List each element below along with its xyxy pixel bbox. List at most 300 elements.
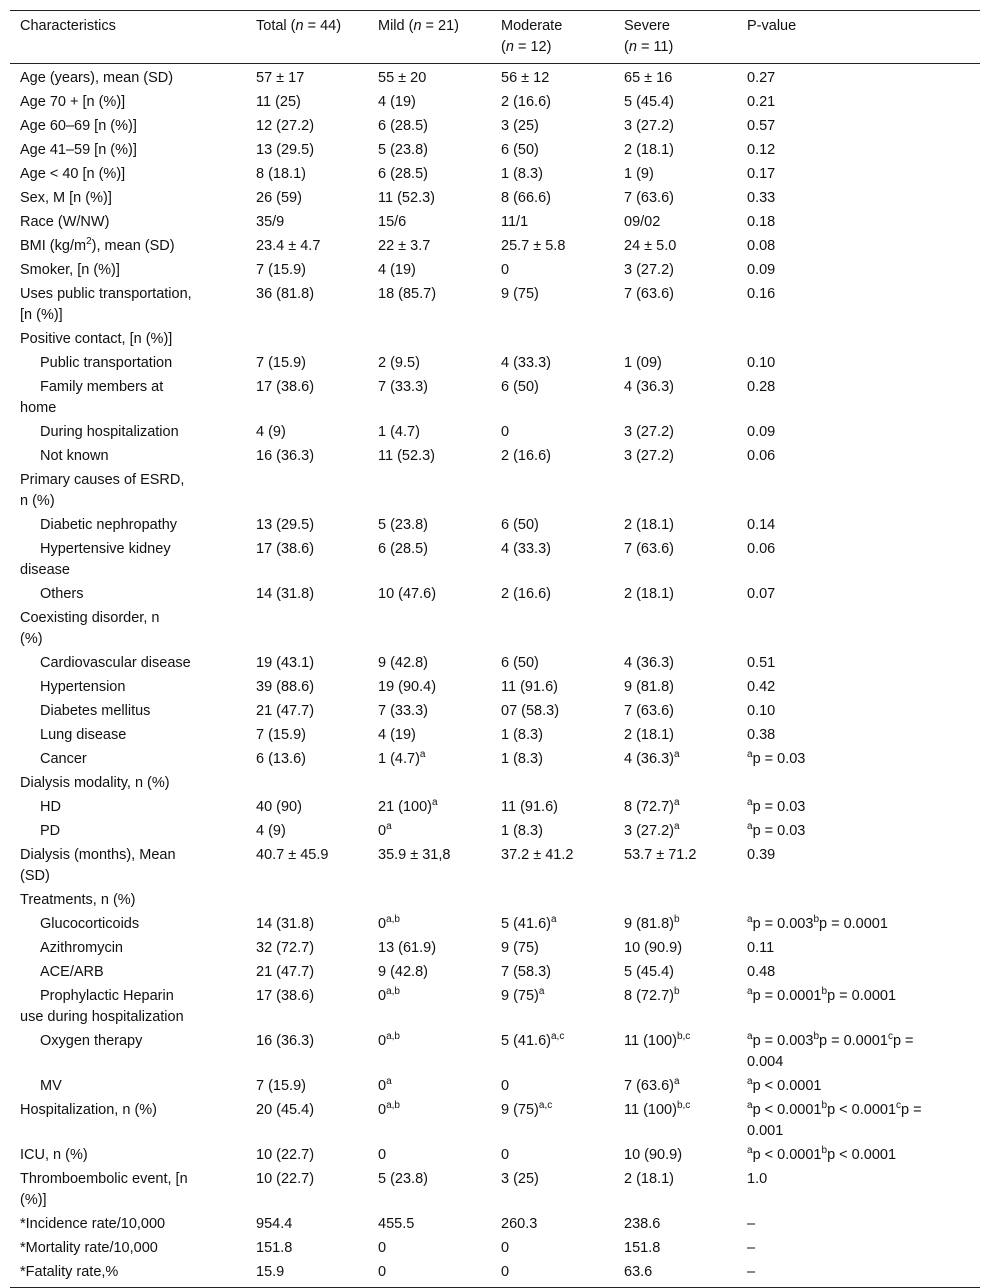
cell-text: Not known (40, 448, 109, 464)
cell-text: 0.48 (747, 964, 776, 980)
cell-text: 455.5 (378, 1216, 415, 1232)
cell-text: Age 60–69 [n (%)] (20, 118, 137, 134)
table-cell (246, 376, 368, 421)
cell-text: 8 (66.6) (501, 190, 551, 206)
table-cell (737, 844, 980, 889)
cell-text: During hospitalization (40, 424, 179, 440)
cell-text: Dialysis modality, n (%) (20, 775, 170, 791)
cell-text: 17 (38.6) (256, 379, 315, 395)
table-cell (614, 1237, 737, 1261)
row-label (10, 1237, 246, 1261)
table-cell (368, 913, 491, 937)
row-label (10, 796, 246, 820)
table-cell (614, 1099, 737, 1144)
table-cell (737, 352, 980, 376)
cell-text: Diabetic nephropathy (40, 517, 178, 533)
table-cell (246, 139, 368, 163)
table-cell (246, 259, 368, 283)
table-row (10, 283, 980, 328)
cell-text: 21 (47.7) (256, 703, 315, 719)
cell-text: 11 (91.6) (501, 679, 558, 695)
footnote-marker: b (673, 914, 680, 926)
table-cell (491, 1168, 614, 1213)
cell-text: 0.09 (747, 424, 776, 440)
cell-text: 4 (36.3) (624, 655, 674, 671)
cell-text: Smoker, [n (%)] (20, 262, 120, 278)
table-cell (368, 259, 491, 283)
cell-text: 5 (23.8) (378, 142, 428, 158)
table-cell (491, 844, 614, 889)
row-label (10, 1261, 246, 1288)
cell-text: 0.21 (747, 94, 776, 110)
table-cell (614, 163, 737, 187)
footnote-marker: b (821, 986, 828, 998)
table-cell (737, 1237, 980, 1261)
table-cell (737, 676, 980, 700)
row-label (10, 583, 246, 607)
footnote-marker: b (821, 1100, 828, 1112)
table-cell (614, 259, 737, 283)
footnote-marker: a,b (386, 1031, 400, 1043)
table-row (10, 1168, 980, 1213)
table-cell (737, 139, 980, 163)
cell-text: 0.14 (747, 517, 776, 533)
table-cell (737, 1213, 980, 1237)
table-cell (614, 676, 737, 700)
cell-text: 07 (58.3) (501, 703, 560, 719)
table-cell (737, 937, 980, 961)
cell-text: 5 (45.4) (624, 964, 674, 980)
cell-text: 11/1 (501, 214, 529, 230)
cell-text: Public transportation (40, 355, 173, 371)
table-cell (737, 328, 980, 352)
table-cell (491, 283, 614, 328)
cell-text: p = 0.003 (752, 916, 814, 932)
table-cell (246, 328, 368, 352)
cell-text: Cardiovascular disease (40, 655, 191, 671)
table-cell (491, 652, 614, 676)
table-cell (491, 115, 614, 139)
table-row (10, 259, 980, 283)
section-row (10, 328, 980, 352)
cell-text: 4 (19) (378, 727, 416, 743)
cell-text: p = 0.03 (752, 751, 806, 767)
row-label (10, 421, 246, 445)
footnote-marker: a (673, 821, 680, 833)
cell-text: 10 (90.9) (624, 940, 683, 956)
cell-text: 10 (90.9) (624, 1147, 683, 1163)
row-label (10, 115, 246, 139)
cell-text: 56 ± 12 (501, 70, 550, 86)
cell-text: Mild ( (378, 18, 414, 34)
cell-text: 0 (501, 1264, 510, 1280)
cell-text: (%) (20, 631, 43, 647)
table-cell (246, 985, 368, 1030)
cell-text: 22 ± 3.7 (378, 238, 431, 254)
table-cell (368, 283, 491, 328)
table-cell (737, 583, 980, 607)
table-cell (737, 64, 980, 92)
table-cell (737, 163, 980, 187)
cell-text: 6 (28.5) (378, 541, 428, 557)
row-label (10, 700, 246, 724)
cell-text: p = 0.0001 (752, 988, 822, 1004)
table-row (10, 937, 980, 961)
cell-text: 21 (100) (378, 799, 433, 815)
cell-text: 3 (27.2) (624, 448, 674, 464)
cell-text: 1 (8.3) (501, 166, 543, 182)
table-cell (737, 700, 980, 724)
table-cell (737, 514, 980, 538)
cell-text: 4 (33.3) (501, 355, 551, 371)
table-cell (368, 445, 491, 469)
cell-text: 23.4 ± 4.7 (256, 238, 321, 254)
table-cell (614, 889, 737, 913)
footnote-marker: a (386, 1076, 392, 1088)
table-cell (614, 652, 737, 676)
table-row (10, 352, 980, 376)
cell-text: ACE/ARB (40, 964, 104, 980)
table-cell (614, 985, 737, 1030)
cell-text: 7 (63.6) (624, 1078, 674, 1094)
cell-text: Primary causes of ESRD, (20, 472, 185, 488)
cell-text: 9 (42.8) (378, 655, 428, 671)
cell-text: 11 (100) (624, 1033, 677, 1049)
table-cell (737, 985, 980, 1030)
table-cell (737, 421, 980, 445)
section-row (10, 889, 980, 913)
table-cell (737, 91, 980, 115)
table-row (10, 961, 980, 985)
table-cell (246, 1030, 368, 1075)
table-cell (491, 1075, 614, 1099)
row-label (10, 985, 246, 1030)
cell-text: 39 (88.6) (256, 679, 315, 695)
table-cell (737, 469, 980, 514)
table-row (10, 187, 980, 211)
cell-text: 0.06 (747, 541, 776, 557)
cell-text: 9 (75) (501, 286, 539, 302)
table-cell (491, 700, 614, 724)
cell-text: 0 (378, 1147, 387, 1163)
cell-text: 11 (52.3) (378, 448, 435, 464)
table-cell (737, 1261, 980, 1288)
cell-text: MV (40, 1078, 62, 1094)
row-label (10, 1144, 246, 1168)
cell-text: 2 (9.5) (378, 355, 420, 371)
table-cell (491, 1030, 614, 1075)
table-cell (368, 514, 491, 538)
table-cell (246, 91, 368, 115)
table-row (10, 652, 980, 676)
cell-text: 19 (90.4) (378, 679, 437, 695)
row-label (10, 538, 246, 583)
cell-text: 0.27 (747, 70, 776, 86)
table-cell (368, 700, 491, 724)
cell-text: Azithromycin (40, 940, 123, 956)
cell-text: 1 (9) (624, 166, 654, 182)
table-cell (246, 676, 368, 700)
cell-text: p = 0.0001 (819, 1033, 888, 1049)
table-cell (614, 445, 737, 469)
cell-text: 0.09 (747, 262, 776, 278)
table-cell (368, 211, 491, 235)
footnote-marker: a (432, 797, 438, 809)
table-cell (491, 1261, 614, 1288)
table-cell (491, 445, 614, 469)
table-cell (614, 820, 737, 844)
table-cell (246, 700, 368, 724)
row-label (10, 1168, 246, 1213)
cell-text: 6 (50) (501, 379, 539, 395)
cell-text: 26 (59) (256, 190, 302, 206)
cell-text: 16 (36.3) (256, 1033, 315, 1049)
table-cell (246, 64, 368, 92)
section-row (10, 772, 980, 796)
table-cell (368, 421, 491, 445)
cell-text: Characteristics (20, 18, 116, 34)
table-cell (491, 187, 614, 211)
cell-text: 18 (85.7) (378, 286, 437, 302)
cell-text: disease (20, 562, 70, 578)
cell-text: Oxygen therapy (40, 1033, 143, 1049)
table-cell (491, 961, 614, 985)
table-cell (737, 538, 980, 583)
italic-text: n (295, 18, 304, 34)
table-row (10, 538, 980, 583)
cell-text: 3 (27.2) (624, 823, 674, 839)
cell-text: 2 (16.6) (501, 448, 551, 464)
cell-text: 151.8 (624, 1240, 661, 1256)
cell-text: 32 (72.7) (256, 940, 315, 956)
cell-text: 09/02 (624, 214, 661, 230)
table-cell (737, 1030, 980, 1075)
italic-text: n (628, 39, 637, 55)
table-cell (614, 328, 737, 352)
table-cell (491, 469, 614, 514)
table-cell (368, 937, 491, 961)
footnote-marker: a (538, 986, 545, 998)
table-cell (737, 1075, 980, 1099)
table-row (10, 1030, 980, 1075)
cell-text: 15.9 (256, 1264, 285, 1280)
cell-text: 0.18 (747, 214, 776, 230)
cell-text: 24 ± 5.0 (624, 238, 677, 254)
cell-text: Coexisting disorder, n (20, 610, 160, 626)
table-header (10, 11, 980, 64)
table-cell (246, 352, 368, 376)
section-heading (10, 328, 246, 352)
cell-text: p < 0.0001 (752, 1078, 822, 1094)
table-row (10, 1237, 980, 1261)
table-cell (368, 676, 491, 700)
cell-text: 55 ± 20 (378, 70, 427, 86)
footnote-marker: a (747, 914, 753, 926)
cell-text: 7 (58.3) (501, 964, 551, 980)
table-row (10, 748, 980, 772)
cell-text: 7 (15.9) (256, 355, 306, 371)
table-cell (614, 64, 737, 92)
table-cell (491, 607, 614, 652)
cell-text: PD (40, 823, 61, 839)
cell-text: 7 (63.6) (624, 286, 674, 302)
table-cell (246, 421, 368, 445)
cell-text: 5 (23.8) (378, 1171, 428, 1187)
row-label (10, 376, 246, 421)
table-cell (368, 328, 491, 352)
cell-text: Family members at (40, 379, 164, 395)
table-cell (614, 376, 737, 421)
table-row (10, 211, 980, 235)
footnote-marker: b (673, 986, 680, 998)
table-cell (614, 796, 737, 820)
cell-text: p = 0.03 (752, 799, 806, 815)
table-cell (491, 328, 614, 352)
table-row (10, 1213, 980, 1237)
cell-text: 0.10 (747, 703, 776, 719)
table-cell (614, 421, 737, 445)
table-cell (368, 820, 491, 844)
cell-text: 13 (61.9) (378, 940, 437, 956)
table-cell (614, 235, 737, 259)
table-cell (491, 514, 614, 538)
cell-text: 14 (31.8) (256, 916, 315, 932)
footnote-marker: 2 (86, 236, 92, 248)
table-cell (246, 1237, 368, 1261)
column-header-total (246, 11, 368, 64)
section-row (10, 469, 980, 514)
table-cell (246, 514, 368, 538)
cell-text: 1 (4.7) (378, 424, 420, 440)
cell-text: 53.7 ± 71.2 (624, 847, 697, 863)
cell-text: 0.10 (747, 355, 776, 371)
table-cell (246, 607, 368, 652)
cell-text: = 11) (636, 39, 674, 55)
table-cell (614, 187, 737, 211)
table-cell (737, 889, 980, 913)
cell-text: 7 (63.6) (624, 190, 674, 206)
row-label (10, 676, 246, 700)
table-cell (368, 583, 491, 607)
table-row (10, 445, 980, 469)
table-cell (368, 1030, 491, 1075)
table-cell (246, 913, 368, 937)
cell-text: 9 (81.8) (624, 916, 674, 932)
table-cell (737, 652, 980, 676)
table-cell (491, 64, 614, 92)
cell-text: HD (40, 799, 61, 815)
cell-text: p < 0.0001 (752, 1102, 822, 1118)
cell-text: 0 (378, 1033, 387, 1049)
cell-text: 57 ± 17 (256, 70, 305, 86)
table-cell (614, 1261, 737, 1288)
table-row (10, 985, 980, 1030)
italic-text: n (413, 18, 422, 34)
table-cell (368, 1261, 491, 1288)
table-cell (737, 187, 980, 211)
table-cell (614, 1075, 737, 1099)
table-cell (246, 1168, 368, 1213)
cell-text: Hospitalization, n (%) (20, 1102, 157, 1118)
cell-text: 5 (41.6) (501, 916, 551, 932)
footnote-marker: c (887, 1031, 893, 1043)
cell-text: 3 (25) (501, 1171, 539, 1187)
cell-text: 0.38 (747, 727, 776, 743)
table-cell (491, 937, 614, 961)
table-cell (246, 163, 368, 187)
table-cell (246, 445, 368, 469)
table-cell (737, 235, 980, 259)
footnote-marker: b (813, 1031, 819, 1043)
table-row (10, 1075, 980, 1099)
table-cell (614, 772, 737, 796)
cell-text: 19 (43.1) (256, 655, 315, 671)
table-row (10, 139, 980, 163)
footnote-marker: a,b (386, 914, 400, 926)
row-label (10, 445, 246, 469)
row-label (10, 259, 246, 283)
footnote-marker: a (747, 1031, 753, 1043)
table-cell (246, 469, 368, 514)
table-cell (614, 1030, 737, 1075)
table-cell (737, 259, 980, 283)
cell-text: 0 (378, 823, 387, 839)
cell-text: Prophylactic Heparin (40, 988, 174, 1004)
table-cell (614, 115, 737, 139)
cell-text: 6 (50) (501, 142, 539, 158)
table-cell (368, 115, 491, 139)
cell-text: 9 (75) (501, 988, 539, 1004)
cell-text: 2 (18.1) (624, 727, 674, 743)
section-heading (10, 469, 246, 514)
header-row (10, 11, 980, 64)
cell-text: Race (W/NW) (20, 214, 110, 230)
cell-text: 0.004 (747, 1054, 784, 1070)
cell-text: 14 (31.8) (256, 586, 315, 602)
table-cell (737, 445, 980, 469)
table-cell (246, 1075, 368, 1099)
cell-text: 1 (09) (624, 355, 662, 371)
footnote-marker: a (747, 1145, 753, 1157)
cell-text: ICU, n (%) (20, 1147, 88, 1163)
cell-text: BMI (kg/m (20, 238, 87, 254)
table-cell (246, 772, 368, 796)
cell-text: *Mortality rate/10,000 (20, 1240, 158, 1256)
table-row (10, 844, 980, 889)
cell-text: 65 ± 16 (624, 70, 673, 86)
cell-text: 36 (81.8) (256, 286, 315, 302)
cell-text: 63.6 (624, 1264, 653, 1280)
cell-text: Total ( (256, 18, 296, 34)
cell-text: 6 (50) (501, 655, 539, 671)
cell-text: Positive contact, [n (%)] (20, 331, 173, 347)
table-cell (246, 1099, 368, 1144)
cell-text: 2 (18.1) (624, 142, 674, 158)
row-label (10, 514, 246, 538)
table-cell (491, 820, 614, 844)
table-row (10, 1261, 980, 1288)
table-row (10, 724, 980, 748)
table-cell (368, 1237, 491, 1261)
cell-text: 6 (50) (501, 517, 539, 533)
cell-text: 6 (28.5) (378, 118, 428, 134)
cell-text: 2 (18.1) (624, 1171, 674, 1187)
cell-text: 16 (36.3) (256, 448, 315, 464)
cell-text: Uses public transportation, (20, 286, 192, 302)
table-cell (368, 607, 491, 652)
cell-text: 4 (19) (378, 262, 416, 278)
cell-text: 17 (38.6) (256, 988, 315, 1004)
